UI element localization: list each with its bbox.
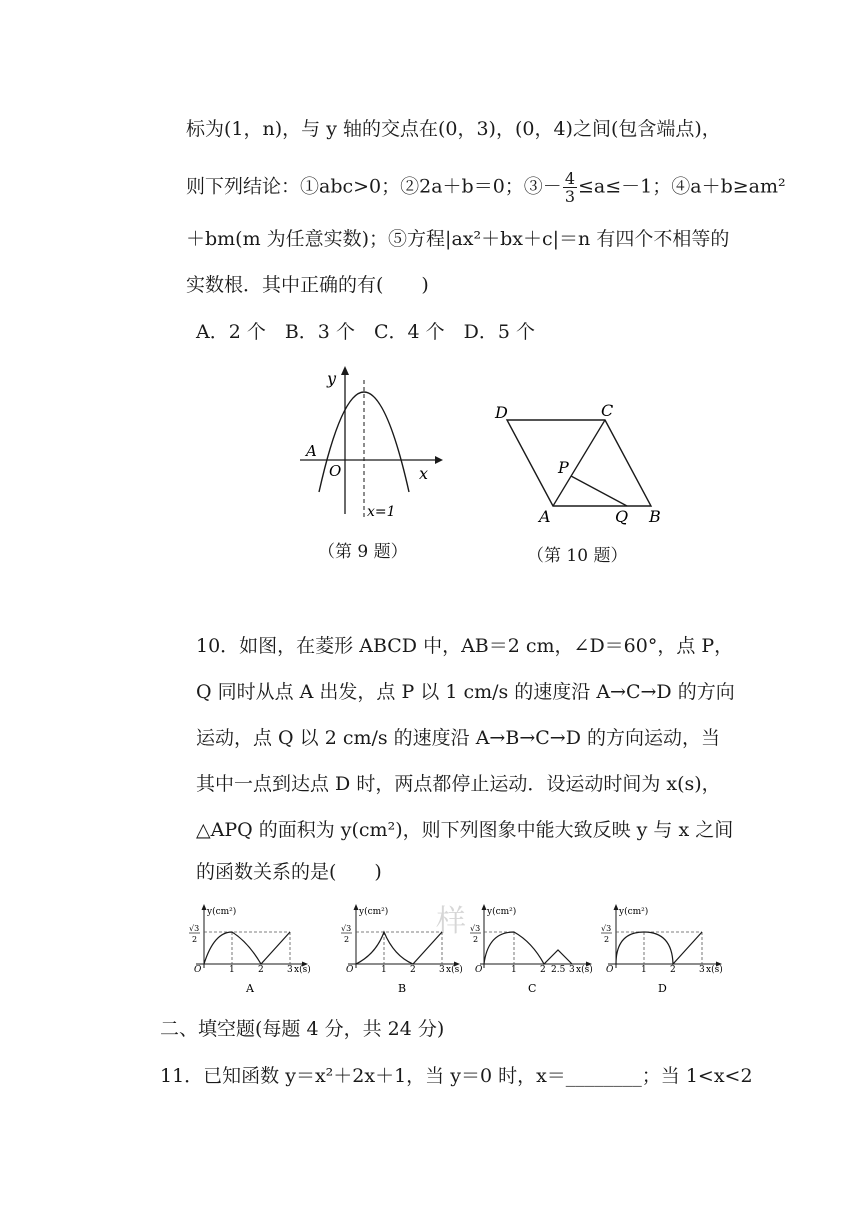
graph-a-sqrt3: √3 <box>189 924 200 933</box>
graph-b-origin: O <box>346 965 354 975</box>
graph-c-tick-2: 2 <box>540 965 546 975</box>
graph-b <box>338 902 466 997</box>
q9-line-2-post: ≤a≤－1；④a＋b≥am² <box>578 175 786 198</box>
vertex-c-label: C <box>601 401 614 420</box>
segment-pq <box>571 476 627 506</box>
graph-b-curve <box>356 932 442 964</box>
graph-b-xlabel: x(s) <box>446 965 463 975</box>
graph-a-tick-2: 2 <box>258 965 264 975</box>
graph-c-origin: O <box>475 965 483 975</box>
graph-a-label: A <box>246 982 254 995</box>
graph-c-tick-25: 2.5 <box>551 965 566 975</box>
q9-line-2-pre: 则下列结论：①abc>0；②2a＋b＝0；③－ <box>186 175 562 198</box>
point-q-label: Q <box>615 507 629 526</box>
q9-line-1: 标为(1，n)，与 y 轴的交点在(0，3)，(0，4)之间(包含端点)， <box>186 118 721 140</box>
x-axis-label: x <box>419 464 429 483</box>
graph-a-tick-1: 1 <box>229 965 235 975</box>
vertex-a-label: A <box>539 507 551 526</box>
graph-b-tick-2: 2 <box>410 965 416 975</box>
graph-a-xlabel: x(s) <box>294 965 311 975</box>
graph-a-two: 2 <box>192 935 198 944</box>
fraction-numerator: 4 <box>564 169 575 188</box>
q10-line-1: 10．如图，在菱形 ABCD 中，AB＝2 cm，∠D＝60°，点 P， <box>196 635 734 657</box>
vertex-b-label: B <box>649 507 661 526</box>
symmetry-axis-label: x=1 <box>367 504 396 520</box>
graph-c-label: C <box>528 982 537 995</box>
q9-line-3: ＋bm(m 为任意实数)；⑤方程|ax²＋bx＋c|＝n 有四个不相等的 <box>186 228 730 250</box>
graph-c-xlabel: x(s) <box>576 965 593 975</box>
graph-b-sqrt3: √3 <box>341 924 352 933</box>
graph-d-tick-2: 2 <box>670 965 676 975</box>
fraction-denominator: 3 <box>564 187 575 206</box>
q10-line-3: 运动，点 Q 以 2 cm/s 的速度沿 A→B→C→D 的方向运动，当 <box>196 727 720 749</box>
graph-d-origin: O <box>606 965 614 975</box>
q10-line-4: 其中一点到达点 D 时，两点都停止运动．设运动时间为 x(s)， <box>196 773 721 795</box>
graph-d-label: D <box>658 982 667 995</box>
fraction-four-thirds <box>563 170 577 205</box>
graph-d-curve <box>616 932 702 964</box>
q9-line-4: 实数根．其中正确的有( ) <box>186 274 429 296</box>
graph-c-y-arrow <box>482 904 487 910</box>
y-axis-label: y <box>327 369 337 388</box>
graph-b-label: B <box>398 982 407 995</box>
q10-rhombus-figure <box>487 396 677 536</box>
graph-a-y-arrow <box>202 904 207 910</box>
graph-b-two: 2 <box>344 935 350 944</box>
y-axis-arrow <box>341 366 349 375</box>
point-a-label: A <box>306 442 317 460</box>
graph-d-ylabel: y(cm²) <box>619 907 649 917</box>
q9-options: A．2 个 B．3 个 C．4 个 D．5 个 <box>196 321 535 343</box>
graph-a <box>186 902 314 997</box>
graph-d-tick-1: 1 <box>641 965 647 975</box>
graph-c-tick-1: 1 <box>511 965 517 975</box>
vertex-d-label: D <box>495 403 508 422</box>
graph-b-tick-1: 1 <box>381 965 387 975</box>
graph-d-two: 2 <box>604 935 610 944</box>
section-2-heading: 二、填空题(每题 4 分，共 24 分) <box>160 1018 445 1040</box>
graph-a-ylabel: y(cm²) <box>207 907 237 917</box>
q9-line-2 <box>186 170 786 205</box>
q9-figure-caption: （第 9 题） <box>318 542 408 562</box>
x-axis-arrow <box>435 456 443 464</box>
graph-c-tick-3: 3 <box>569 965 575 975</box>
graph-c <box>470 902 598 997</box>
graph-b-tick-3: 3 <box>439 965 445 975</box>
graph-a-curve <box>204 932 290 964</box>
graph-b-ylabel: y(cm²) <box>359 907 389 917</box>
graph-c-sqrt3: √3 <box>470 924 481 933</box>
q10-line-2: Q 同时从点 A 出发，点 P 以 1 cm/s 的速度沿 A→C→D 的方向 <box>196 681 735 703</box>
q9-parabola-figure <box>295 362 445 522</box>
graph-a-origin: O <box>194 965 202 975</box>
q10-figure-caption: （第 10 题） <box>527 546 628 566</box>
graph-b-y-arrow <box>354 904 359 910</box>
graph-d-tick-3: 3 <box>699 965 705 975</box>
point-p-label: P <box>558 458 569 477</box>
q10-line-6: 的函数关系的是( ) <box>196 861 382 883</box>
graph-c-ylabel: y(cm²) <box>487 907 517 917</box>
graph-a-tick-3: 3 <box>287 965 293 975</box>
graph-c-two: 2 <box>473 935 479 944</box>
origin-label: O <box>329 462 342 480</box>
graph-d-sqrt3: √3 <box>601 924 612 933</box>
graph-d-y-arrow <box>614 904 619 910</box>
graph-c-curve <box>484 932 572 964</box>
graph-d <box>598 902 730 997</box>
q10-line-5: △APQ 的面积为 y(cm²)，则下列图象中能大致反映 y 与 x 之间 <box>196 819 734 841</box>
graph-d-xlabel: x(s) <box>706 965 723 975</box>
q11-line-1: 11．已知函数 y＝x²＋2x＋1，当 y＝0 时，x＝________；当 1<x<2 <box>160 1065 753 1087</box>
watermark: 样 <box>436 904 466 939</box>
